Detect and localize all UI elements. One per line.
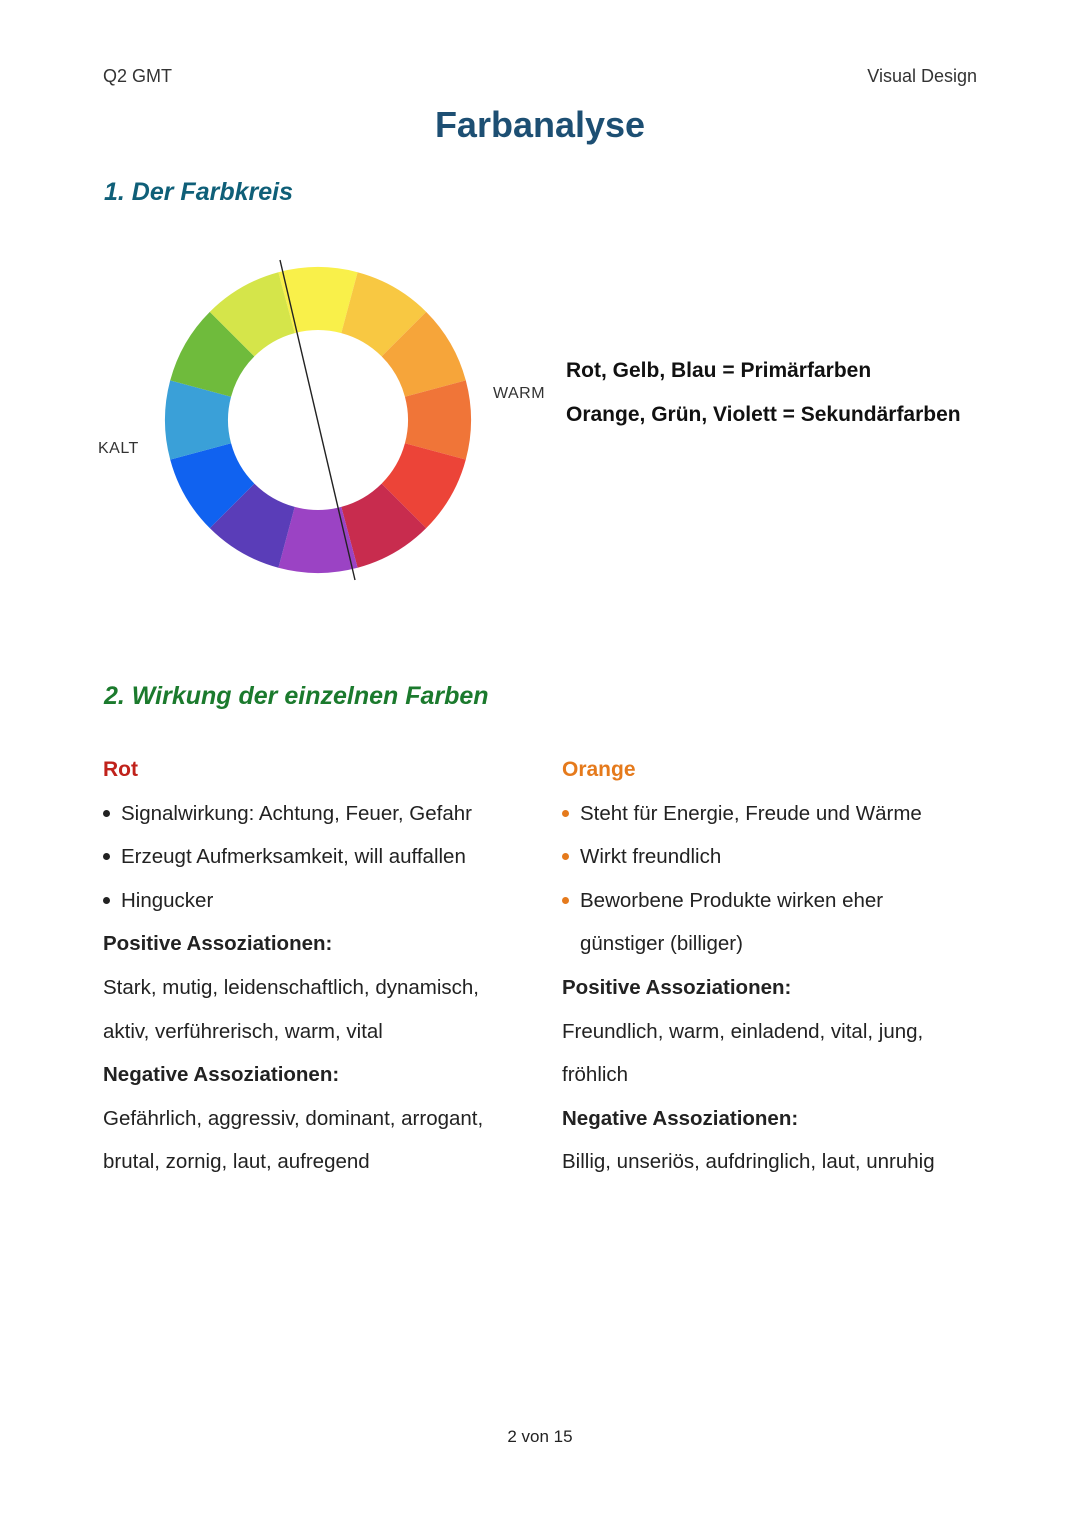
definition-secondary: Orange, Grün, Violett = Sekundärfarben [566,403,961,426]
negative-text: Gefährlich, aggressiv, dominant, arrogant, [103,1106,484,1130]
list-item: Wirkt freundlich [562,835,1002,879]
negative-text: Billig, unseriös, aufdringlich, laut, unruhig [562,1150,935,1174]
positive-text: Stark, mutig, leidenschaftlich, dynamisch, [103,975,479,999]
section-heading-color-wheel: 1. Der Farbkreis [104,178,293,206]
section-heading-effects: 2. Wirkung der einzelnen Farben [104,682,489,710]
negative-label: Negative Assoziationen: [103,1063,340,1087]
positive-text: Freundlich, warm, einladend, vital, jung, [562,1019,924,1043]
header-subject: Visual Design [867,66,977,86]
list-item: Signalwirkung: Achtung, Feuer, Gefahr [103,792,543,836]
list-item-continuation: günstiger (billiger) [580,932,743,956]
label-kalt: KALT [98,440,139,457]
negative-label: Negative Assoziationen: [562,1106,799,1130]
list-item: Erzeugt Aufmerksamkeit, will auffallen [103,835,543,879]
negative-text: brutal, zornig, laut, aufregend [103,1150,370,1174]
label-warm: WARM [493,385,546,402]
column-orange [562,748,1002,1184]
page-title: Farbanalyse [434,104,646,145]
list-item: Steht für Energie, Freude und Wärme [562,792,1002,836]
positive-label: Positive Assoziationen: [562,975,792,999]
color-name-rot: Rot [103,758,138,781]
page-number: 2 von 15 [507,1427,573,1446]
list-item: Beworbene Produkte wirken eher [562,879,1002,923]
definition-primary: Rot, Gelb, Blau = Primärfarben [566,359,872,382]
positive-text: aktiv, verführerisch, warm, vital [103,1019,383,1043]
positive-text: fröhlich [562,1063,629,1087]
column-rot [103,748,543,1184]
color-name-orange: Orange [562,758,636,781]
header-course: Q2 GMT [103,66,173,86]
positive-label: Positive Assoziationen: [103,932,333,956]
list-item: Hingucker [103,879,543,923]
color-wheel [150,250,490,590]
